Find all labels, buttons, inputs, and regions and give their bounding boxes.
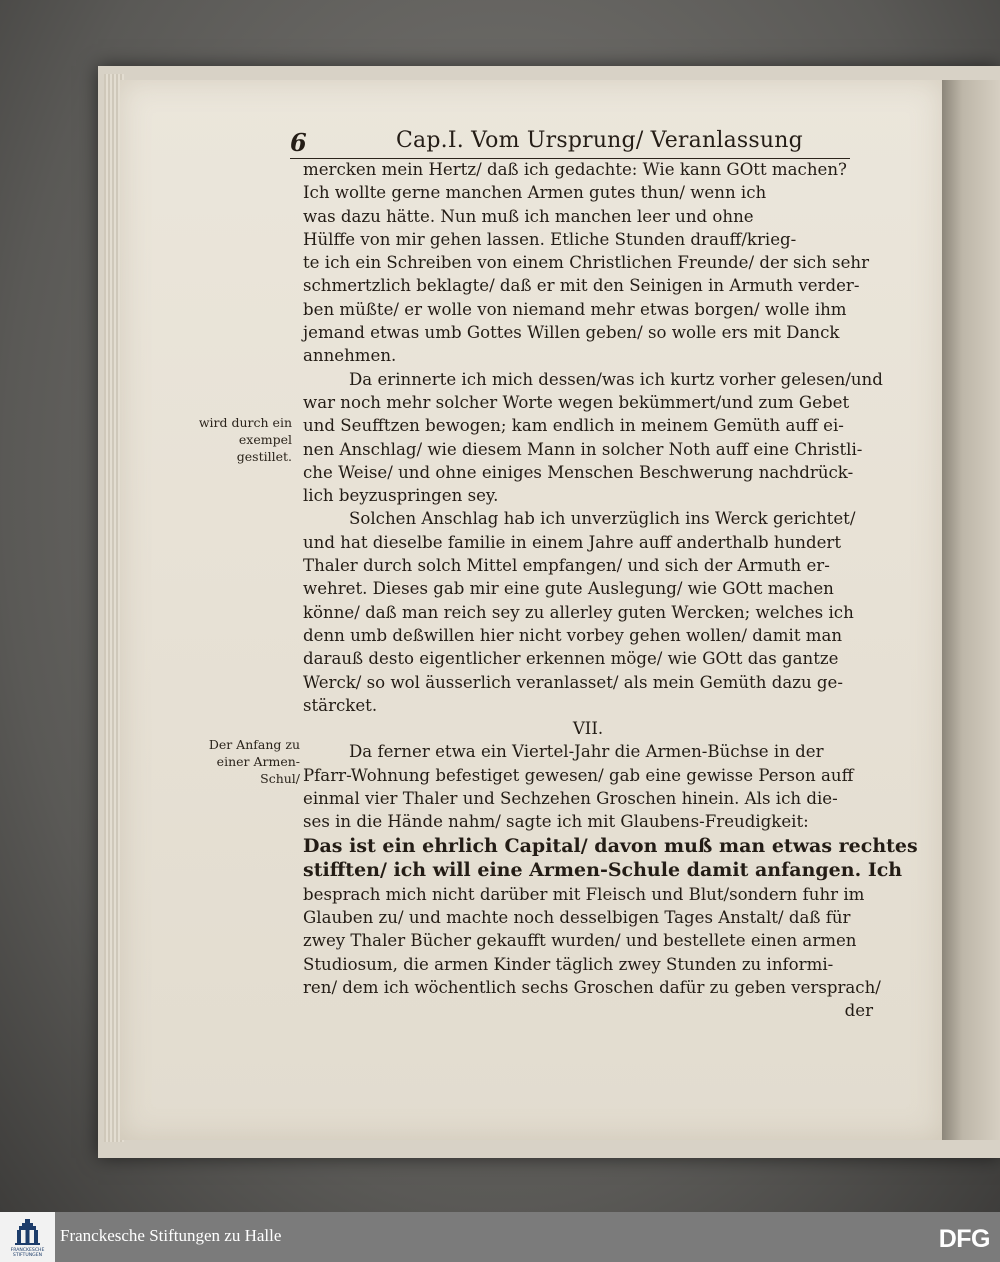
- text-line: Studiosum, die armen Kinder täglich zwey Stunden zu informi-: [303, 954, 834, 974]
- institution-name[interactable]: Franckesche Stiftungen zu Halle: [60, 1226, 282, 1245]
- text-line: ses in die Hände nahm/ sagte ich mit Glaubens-Freudigkeit:: [303, 812, 809, 832]
- section-number: VII.: [572, 719, 604, 739]
- text-line: schmertzlich beklagte/ daß er mit den Seinigen in Armuth verder-: [303, 276, 860, 296]
- page-number: 6: [290, 128, 307, 157]
- text-line: Glauben zu/ und machte noch desselbigen Tages Anstalt/ daß für: [303, 907, 851, 927]
- institution-emblem-icon: [15, 1219, 40, 1245]
- institution-logo[interactable]: [0, 1212, 55, 1262]
- text-line: Da ferner etwa ein Viertel-Jahr die Armen-Büchse in der: [349, 742, 824, 762]
- text-line: und Seufftzen bewogen; kam endlich in meinem Gemüth auff ei-: [303, 416, 844, 436]
- margin-note: wird durch ein exempel gestillet.: [198, 415, 292, 464]
- text-line: zwey Thaler Bücher gekaufft wurden/ und bestellete einen armen: [303, 931, 857, 951]
- text-line: annehmen.: [303, 346, 397, 366]
- text-line: Hülffe von mir gehen lassen. Etliche Stunden drauff/krieg-: [303, 229, 797, 249]
- text-line: was dazu hätte. Nun muß ich manchen leer und ohne: [303, 206, 754, 226]
- text-line: Solchen Anschlag hab ich unverzüglich ins Werck gerichtet/: [349, 509, 856, 529]
- text-line: wehret. Dieses gab mir eine gute Auslegung/ wie GOtt machen: [303, 579, 834, 599]
- text-line: Pfarr-Wohnung befestiget gewesen/ gab eine gewisse Person auff: [303, 765, 854, 785]
- text-line: nen Anschlag/ wie diesem Mann in solcher Noth auff eine Christli-: [303, 439, 863, 459]
- emphasized-text-line: stifften/ ich will eine Armen-Schule damit anfangen. Ich: [303, 859, 903, 882]
- margin-note: Der Anfang zu einer Armen-Schul/: [208, 737, 300, 786]
- text-line: Ich wollte gerne manchen Armen gutes thun/ wenn ich: [303, 183, 767, 203]
- text-line: war noch mehr solcher Worte wegen bekümmert/und zum Gebet: [303, 392, 850, 412]
- text-line: ren/ dem ich wöchentlich sechs Groschen dafür zu geben versprach/: [303, 977, 881, 997]
- text-line: denn umb deßwillen hier nicht vorbey gehen wollen/ damit man: [303, 625, 843, 645]
- dfg-logo[interactable]: DFG: [938, 1225, 990, 1253]
- text-line: ben müßte/ er wolle von niemand mehr etwas borgen/ wolle ihm: [303, 299, 847, 319]
- text-line: darauß desto eigentlicher erkennen möge/ wie GOtt das gantze: [303, 649, 839, 669]
- text-line: che Weise/ und ohne einiges Menschen Beschwerung nachdrück-: [303, 462, 854, 482]
- catchword: der: [844, 1001, 873, 1021]
- footer-bar: [0, 1212, 1000, 1262]
- text-line: stärcket.: [303, 695, 378, 715]
- text-line: könne/ daß man reich sey zu allerley guten Wercken; welches ich: [303, 602, 854, 622]
- chapter-header: Cap.I. Vom Ursprung/ Veranlassung: [396, 128, 803, 153]
- book-gutter: [942, 80, 1000, 1140]
- text-line: te ich ein Schreiben von einem Christlichen Freunde/ der sich sehr: [303, 253, 870, 273]
- text-line: jemand etwas umb Gottes Willen geben/ so wolle ers mit Danck: [303, 323, 840, 343]
- text-line: Werck/ so wol äusserlich veranlasset/ als mein Gemüth dazu ge-: [303, 672, 843, 692]
- running-head: [290, 128, 850, 159]
- text-line: Thaler durch solch Mittel empfangen/ und sich der Armuth er-: [303, 556, 830, 576]
- logo-caption: FRANCKESCHE STIFTUNGEN: [10, 1248, 45, 1258]
- text-line: einmal vier Thaler und Sechzehen Groschen hinein. Als ich die-: [303, 789, 838, 809]
- emphasized-text-line: Das ist ein ehrlich Capital/ davon muß man etwas rechtes: [303, 834, 918, 857]
- text-line: besprach mich nicht darüber mit Fleisch und Blut/sondern fuhr im: [303, 884, 865, 904]
- text-line: Da erinnerte ich mich dessen/was ich kurtz vorher gelesen/und: [349, 369, 883, 389]
- text-line: lich beyzuspringen sey.: [303, 486, 499, 506]
- text-line: mercken mein Hertz/ daß ich gedachte: Wie kann GOtt machen?: [303, 160, 847, 179]
- text-line: und hat dieselbe familie in einem Jahre auff anderthalb hundert: [303, 532, 842, 552]
- page-body-text: [303, 158, 918, 1022]
